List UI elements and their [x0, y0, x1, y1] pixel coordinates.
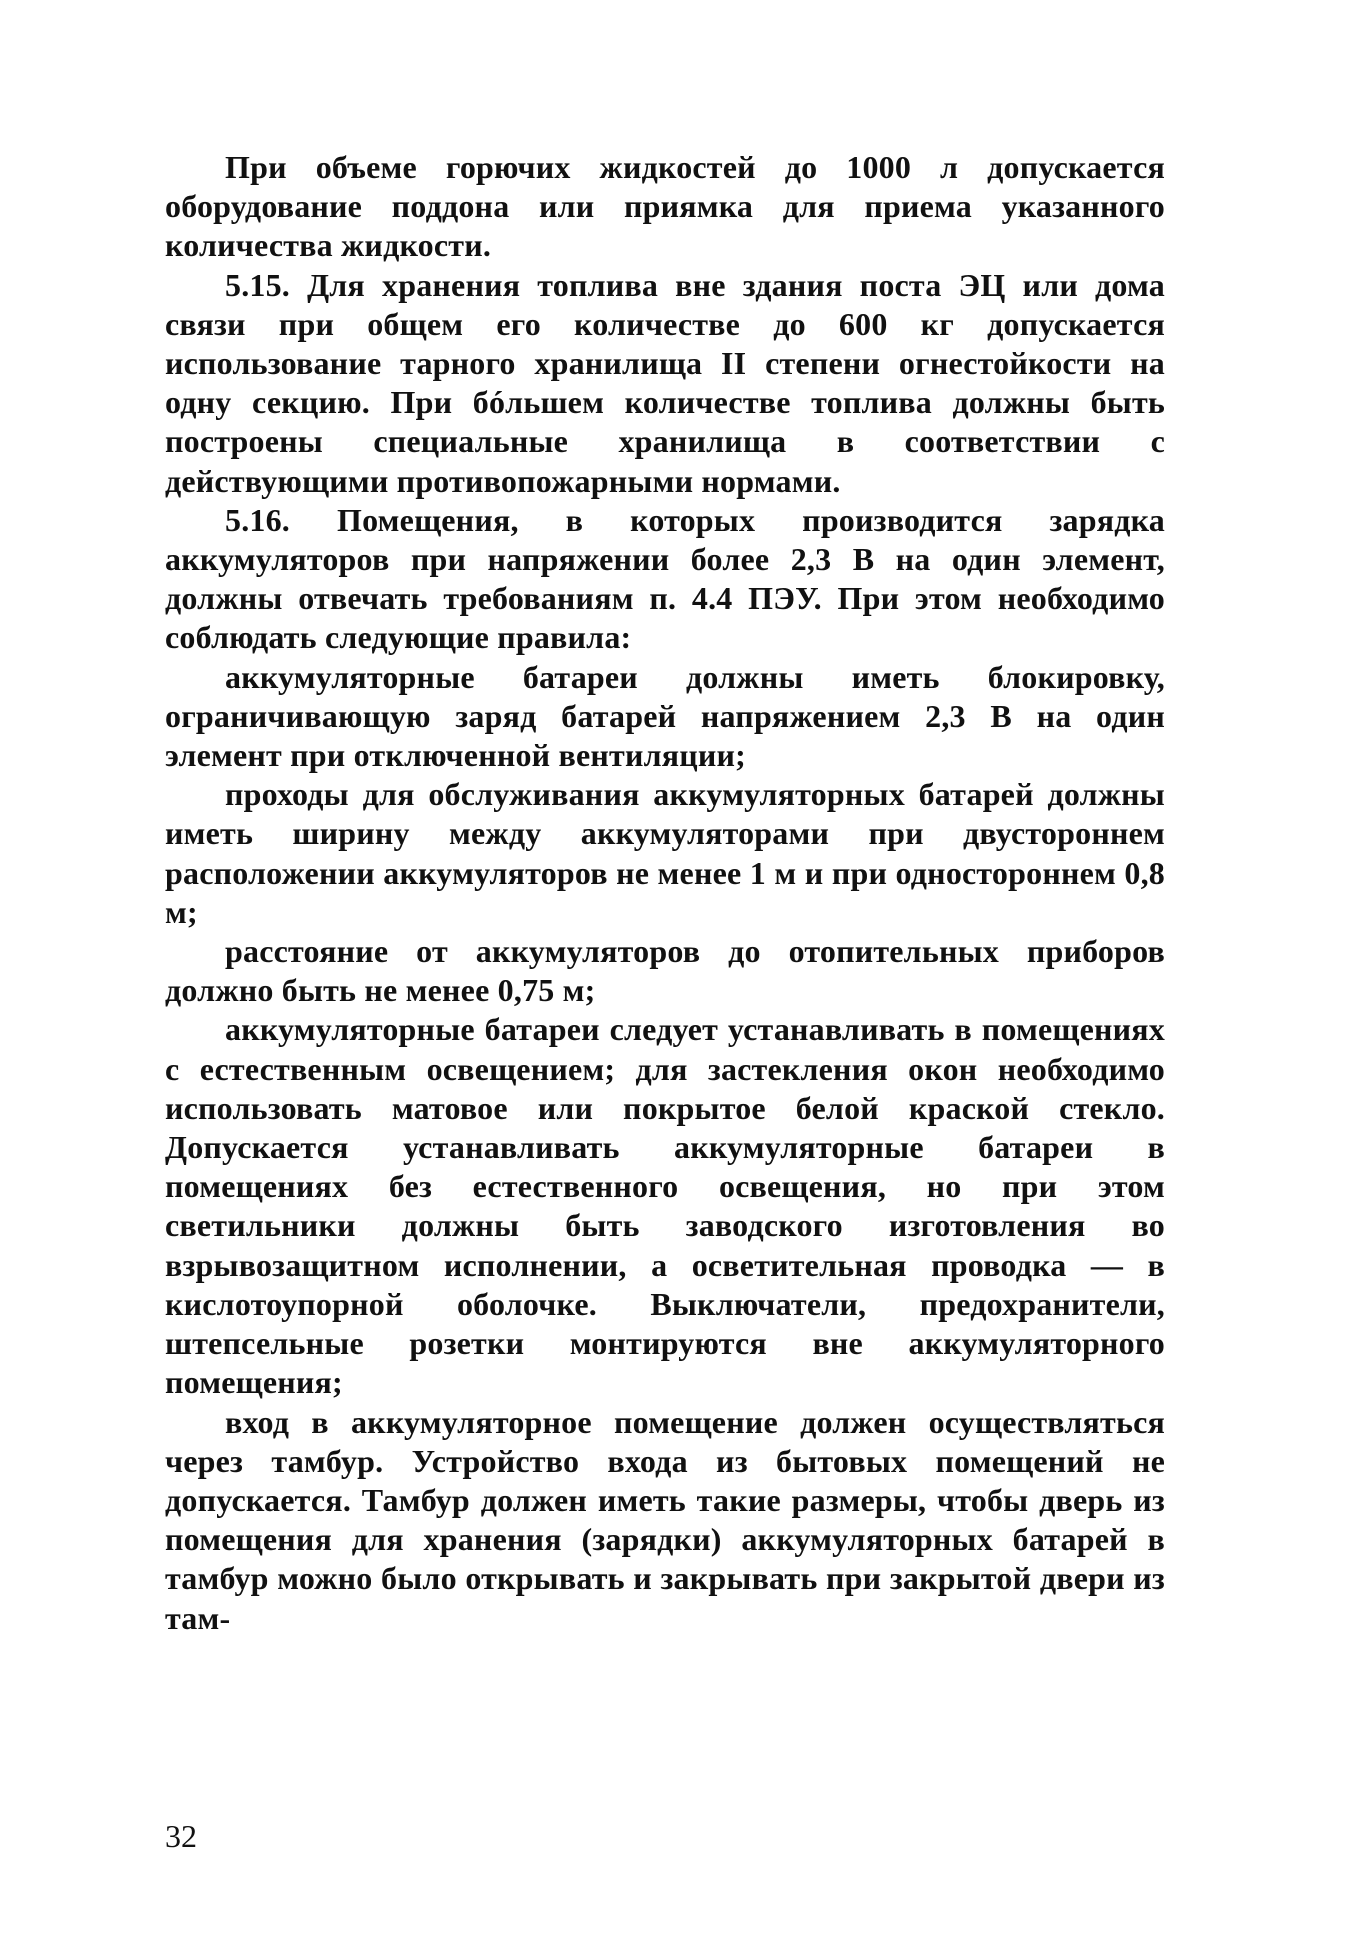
page-number: 32 — [165, 1818, 197, 1854]
paragraph-5-15: 5.15. Для хранения топлива вне здания поста ЭЦ или дома связи при общем его количестве до 600 кг допускается использование тарного хранилища II степени огнестойкости на одну секцию. При бóльшем количестве топлива должны быть построены специальные хранилища в соответствии с действующими противопожарными нормами. — [165, 266, 1165, 499]
paragraph-rule-lighting: аккумуляторные батареи следует устанавливать в помещениях с естественным освещением; для застекления окон необходимо использовать матовое или покрытое белой краской стекло. Допускается устанавливать аккумуляторные батареи в помещениях без естественного освещения, но при этом светильники должны быть заводского изготовления во взрывозащитном исполнении, а осветительная проводка — в кислотоупорной оболочке. Выключатели, предохранители, штепсельные розетки монтируются вне аккумуляторного помещения; — [165, 1011, 1165, 1401]
paragraph-fuel-liquids: При объеме горючих жидкостей до 1000 л допускается оборудование поддона или приямка для приема указанного количества жидкости. — [165, 149, 1165, 264]
paragraph-rule-blocking: аккумуляторные батареи должны иметь блокировку, ограничивающую заряд батарей напряжением 2,3 В на один элемент при отключенной вентиляции; — [165, 658, 1165, 774]
page-body — [165, 148, 1165, 1638]
paragraph-rule-entrance: вход в аккумуляторное помещение должен осуществляться через тамбур. Устройство входа из бытовых помещений не допускается. Тамбур должен иметь такие размеры, чтобы дверь из помещения для хранения (зарядки) аккумуляторных батарей в тамбур можно было открывать и закрывать при закрытой двери из там- — [165, 1403, 1165, 1636]
paragraph-rule-passages: проходы для обслуживания аккумуляторных батарей должны иметь ширину между аккумуляторами при двустороннем расположении аккумуляторов не менее 1 м и при одностороннем 0,8 м; — [165, 776, 1165, 930]
paragraph-rule-distance: расстояние от аккумуляторов до отопительных приборов должно быть не менее 0,75 м; — [165, 933, 1165, 1009]
paragraph-5-16: 5.16. Помещения, в которых производится зарядка аккумуляторов при напряжении более 2,3 В на один элемент, должны отвечать требованиям п. 4.4 ПЭУ. При этом необходимо соблюдать следующие правила: — [165, 501, 1165, 656]
